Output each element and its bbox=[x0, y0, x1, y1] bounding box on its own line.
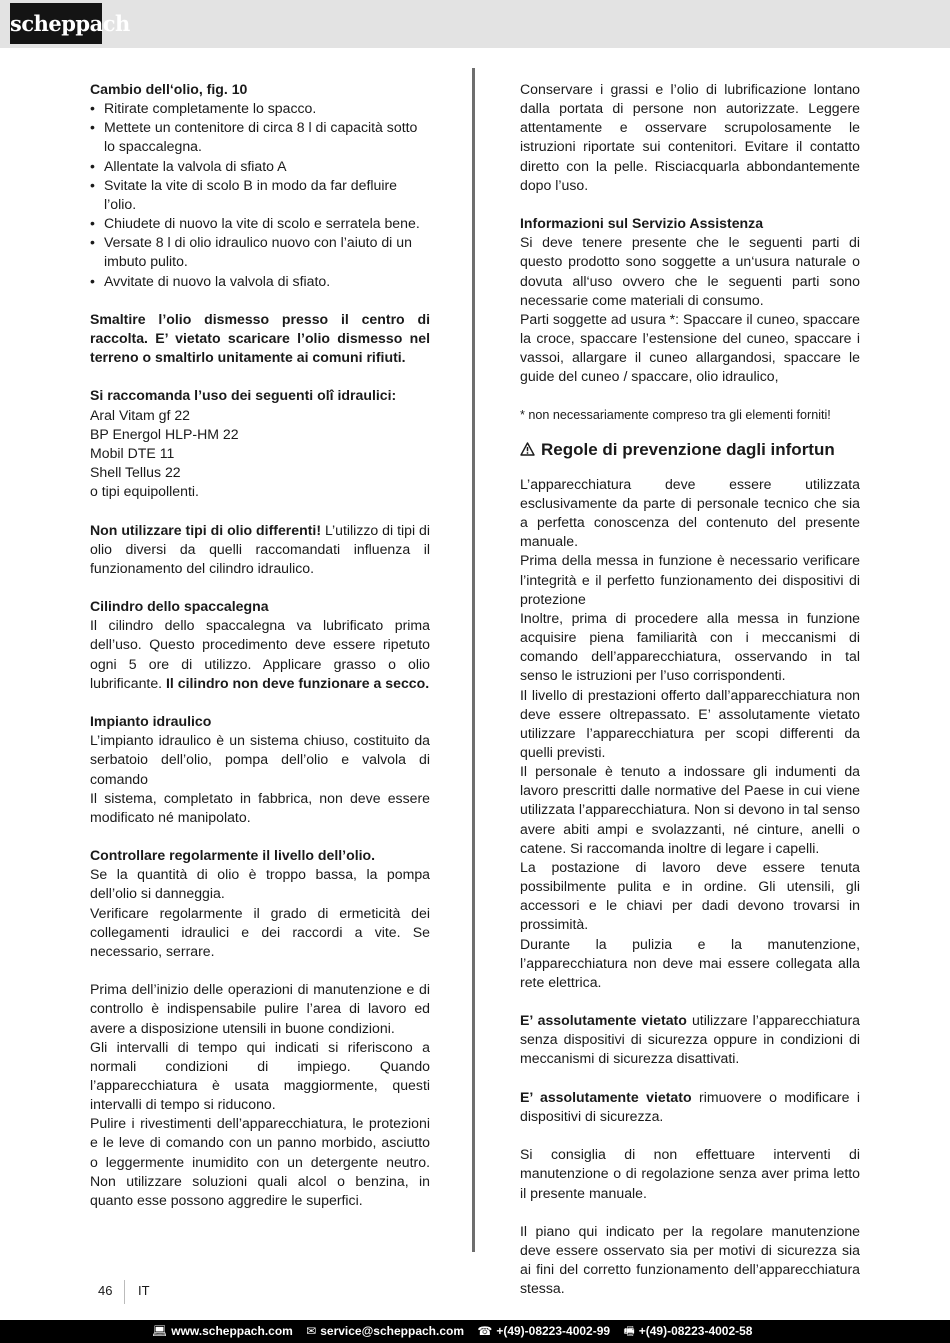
fax-contact bbox=[623, 1320, 752, 1343]
safety-paragraph: Inoltre, prima di procedere alla messa in funzione acquisire piena familiarità con i meccanismi di comando dell’apparecchiatura, osservando in tal senso le istruzioni per l’uso corrispondenti. bbox=[520, 609, 860, 684]
cylinder-title: Cilindro dello spaccalegna bbox=[90, 598, 269, 615]
no-other-oils-paragraph bbox=[90, 521, 430, 578]
page-number: 46 bbox=[98, 1283, 113, 1298]
footnote: * non necessariamente compreso tra gli elementi forniti! bbox=[520, 407, 831, 422]
contact-bar bbox=[0, 1320, 950, 1343]
oil-change-steps bbox=[90, 99, 430, 291]
list-item: • Svitate la vite di scolo B in modo da far defluire l’olio. bbox=[90, 176, 430, 214]
list-item: • Avvitate di nuovo la valvola di sfiato. bbox=[90, 272, 430, 291]
service-info-title: Informazioni sul Servizio Assistenza bbox=[520, 215, 764, 232]
cylinder-text: Il cilindro dello spaccalegna va lubrificato prima dell’uso. Questo procedimento deve essere ripetuto ogni 5 ore di utilizzo. Applicare grasso o olio lubrificante. bbox=[90, 617, 430, 691]
phone-icon: ☎ bbox=[477, 1324, 493, 1338]
oil-type: Aral Vitam gf 22 bbox=[90, 406, 191, 423]
oil-level-title: Controllare regolarmente il livello dell’olio. bbox=[90, 847, 376, 864]
oil-change-title: Cambio dell‘olio, fig. 10 bbox=[90, 81, 248, 97]
oil-type: Mobil DTE 11 bbox=[90, 444, 175, 461]
list-item: • Allentate la valvola di sfiato A bbox=[90, 157, 430, 176]
oil-level-paragraph: Se la quantità di olio è troppo bassa, la pompa dell’olio si danneggia. bbox=[90, 866, 430, 902]
list-item: • Mettete un contenitore di circa 8 l di capacità sotto lo spaccalegna. bbox=[90, 118, 430, 156]
list-item: • Chiudete di nuovo la vite di scolo e serratela bene. bbox=[90, 214, 430, 233]
safety-paragraph: Prima della messa in funzione è necessario verificare l’integrità e il perfetto funzionamento dei dispositivi di protezione bbox=[520, 552, 860, 607]
safety-paragraph: Il personale è tenuto a indossare gli indumenti da lavoro prescritti dalle normative del Paese in cui viene utilizzata l’apparecchiatura. Non si devono in tal senso avere abiti ampi e svolazzanti, né cinture, anelli o catene. Si raccomanda inoltre di legare i capelli. bbox=[520, 763, 860, 856]
plan-paragraph: Il piano qui indicato per la regolare manutenzione deve essere osservato sia per motivi di sicurezza sia ai fini del corretto funzionamento dell’apparecchiatura stessa. bbox=[520, 1222, 860, 1297]
left-column bbox=[90, 80, 430, 1210]
fax-number: +(49)-08223-4002-58 bbox=[638, 1324, 753, 1338]
disposal-warning: Smaltire l’olio dismesso presso il centro di raccolta. E’ vietato scaricare l’olio dismesso nel terreno o smaltirlo unitamente ai comuni rifiuti. bbox=[90, 310, 430, 366]
header-band bbox=[0, 0, 950, 48]
website-link[interactable]: www.scheppach.com bbox=[171, 1324, 293, 1338]
mail-icon: ✉ bbox=[306, 1324, 317, 1338]
cylinder-paragraph bbox=[90, 616, 430, 693]
safety-paragraph: L’apparecchiatura deve essere utilizzata esclusivamente da parte di personale tecnico che sia a perfetta conoscenza del contenuto del presente manuale. bbox=[520, 475, 860, 550]
column-divider bbox=[472, 68, 475, 1252]
list-item: • Versate 8 l di olio idraulico nuovo con l’aiuto di un imbuto pulito. bbox=[90, 233, 430, 271]
list-item: • Ritirate completamente lo spacco. bbox=[90, 99, 430, 118]
hydraulics-paragraph: Il sistema, completato in fabbrica, non deve essere modificato né manipolato. bbox=[90, 789, 430, 825]
email-link[interactable]: service@scheppach.com bbox=[320, 1324, 465, 1338]
hydraulics-title: Impianto idraulico bbox=[90, 713, 212, 730]
oil-type: o tipi equipollenti. bbox=[90, 483, 199, 500]
forbidden-bold: E’ assolutamente vietato bbox=[520, 1088, 692, 1105]
safety-paragraph: Durante la pulizia e la manutenzione, l’apparecchiatura non deve mai essere collegata alla rete elettrica. bbox=[520, 935, 860, 990]
advice-paragraph: Si consiglia di non effettuare interventi di manutenzione o di regolazione senza aver prima letto il presente manuale. bbox=[520, 1146, 860, 1201]
oil-type: BP Energol HLP-HM 22 bbox=[90, 425, 239, 442]
forbidden-paragraph bbox=[520, 1088, 860, 1126]
phone-contact bbox=[477, 1320, 610, 1343]
fax-icon: 🖷︎ bbox=[623, 1324, 635, 1338]
email-contact[interactable] bbox=[306, 1320, 464, 1343]
phone-number: +(49)-08223-4002-99 bbox=[496, 1324, 611, 1338]
safety-section-title bbox=[520, 439, 860, 461]
no-other-oils-bold: Non utilizzare tipi di olio differenti! bbox=[90, 521, 322, 538]
oil-level-paragraph: Verificare regolarmente il grado di ermeticità dei collegamenti idraulici e dei raccordi a vite. Se necessario, serrare. bbox=[90, 904, 430, 959]
recommended-oils-title: Si raccomanda l’uso dei seguenti olî idraulici: bbox=[90, 387, 397, 404]
scheppach-logo: scheppach bbox=[10, 3, 102, 44]
oil-type: Shell Tellus 22 bbox=[90, 464, 181, 481]
maintenance-paragraph: Pulire i rivestimenti dell’apparecchiatura, le protezioni e le leve di comando con un panno morbido, asciutto o leggermente inumidito con un detergente neutro. Non utilizzare soluzioni quali alcol o benzina, in quanto esse possono aggredire le superfici. bbox=[90, 1115, 430, 1208]
page-number-separator bbox=[124, 1280, 125, 1304]
warning-triangle-icon bbox=[520, 439, 535, 461]
safety-paragraph: La postazione di lavoro deve essere tenuta possibilmente pulita e in ordine. Gli utensili, gli accessori e le chiavi per dadi devono trovarsi in prossimità. bbox=[520, 858, 860, 933]
computer-icon: 💻︎ bbox=[152, 1324, 168, 1338]
forbidden-text: utilizzare l’apparecchiatura senza dispositivi di sicurezza oppure in condizioni di meccanismi di sicurezza disattivati. bbox=[520, 1012, 860, 1067]
cylinder-bold: Il cilindro non deve funzionare a secco. bbox=[166, 674, 430, 691]
no-other-oils-text: L’utilizzo di tipi di olio diversi da quelli raccomandati influenza il funzionamento del cilindro idraulico. bbox=[90, 521, 430, 576]
safety-title-text: Regole di prevenzione dagli infortun bbox=[541, 439, 835, 459]
hydraulics-paragraph: L’impianto idraulico è un sistema chiuso, costituito da serbatoio dell’olio, pompa dell’olio e valvola di comando bbox=[90, 732, 430, 787]
storage-paragraph: Conservare i grassi e l’olio di lubrificazione lontano dalla portata di persone non autorizzate. Leggere attentamente e osservare scrupolosamente le istruzioni riportate sui contenitori. Evitare il contatto diretto con la pelle. Risciacquarla abbondantemente dopo l’uso. bbox=[520, 81, 860, 193]
safety-paragraph: Il livello di prestazioni offerto dall’apparecchiatura non deve essere oltrepassato. E’ assolutamente vietato utilizzare l’apparecchiatura per scopi differenti da quelli previsti. bbox=[520, 686, 860, 760]
forbidden-text: rimuovere o modificare i dispositivi di sicurezza. bbox=[520, 1088, 860, 1124]
right-column bbox=[520, 80, 860, 1298]
language-code: IT bbox=[138, 1283, 150, 1298]
wear-parts-paragraph: Parti soggette ad usura *: Spaccare il cuneo, spaccare la croce, spaccare l’estensione del cuneo, spaccare i vassoi, allargare il cuneo allargandosi, spaccare le guide del cuneo / spaccare, olio idraulico, bbox=[520, 310, 861, 385]
service-info-paragraph: Si deve tenere presente che le seguenti parti di questo prodotto sono soggette a un‘usura naturale o dovuta all‘uso ovvero che le seguenti parti sono necessarie come materiali di consumo. bbox=[520, 234, 860, 308]
forbidden-paragraph bbox=[520, 1011, 860, 1068]
website-contact[interactable] bbox=[152, 1320, 293, 1343]
forbidden-bold: E’ assolutamente vietato bbox=[520, 1012, 687, 1029]
maintenance-paragraph: Prima dell’inizio delle operazioni di manutenzione e di controllo è indispensabile pulire l’area di lavoro ed avere a disposizione utensili in buone condizioni. bbox=[90, 981, 430, 1036]
maintenance-paragraph: Gli intervalli di tempo qui indicati si riferiscono a normali condizioni di impiego. Quando l’apparecchiatura è usata maggiormente, questi intervalli di tempo si riducono. bbox=[90, 1038, 430, 1113]
